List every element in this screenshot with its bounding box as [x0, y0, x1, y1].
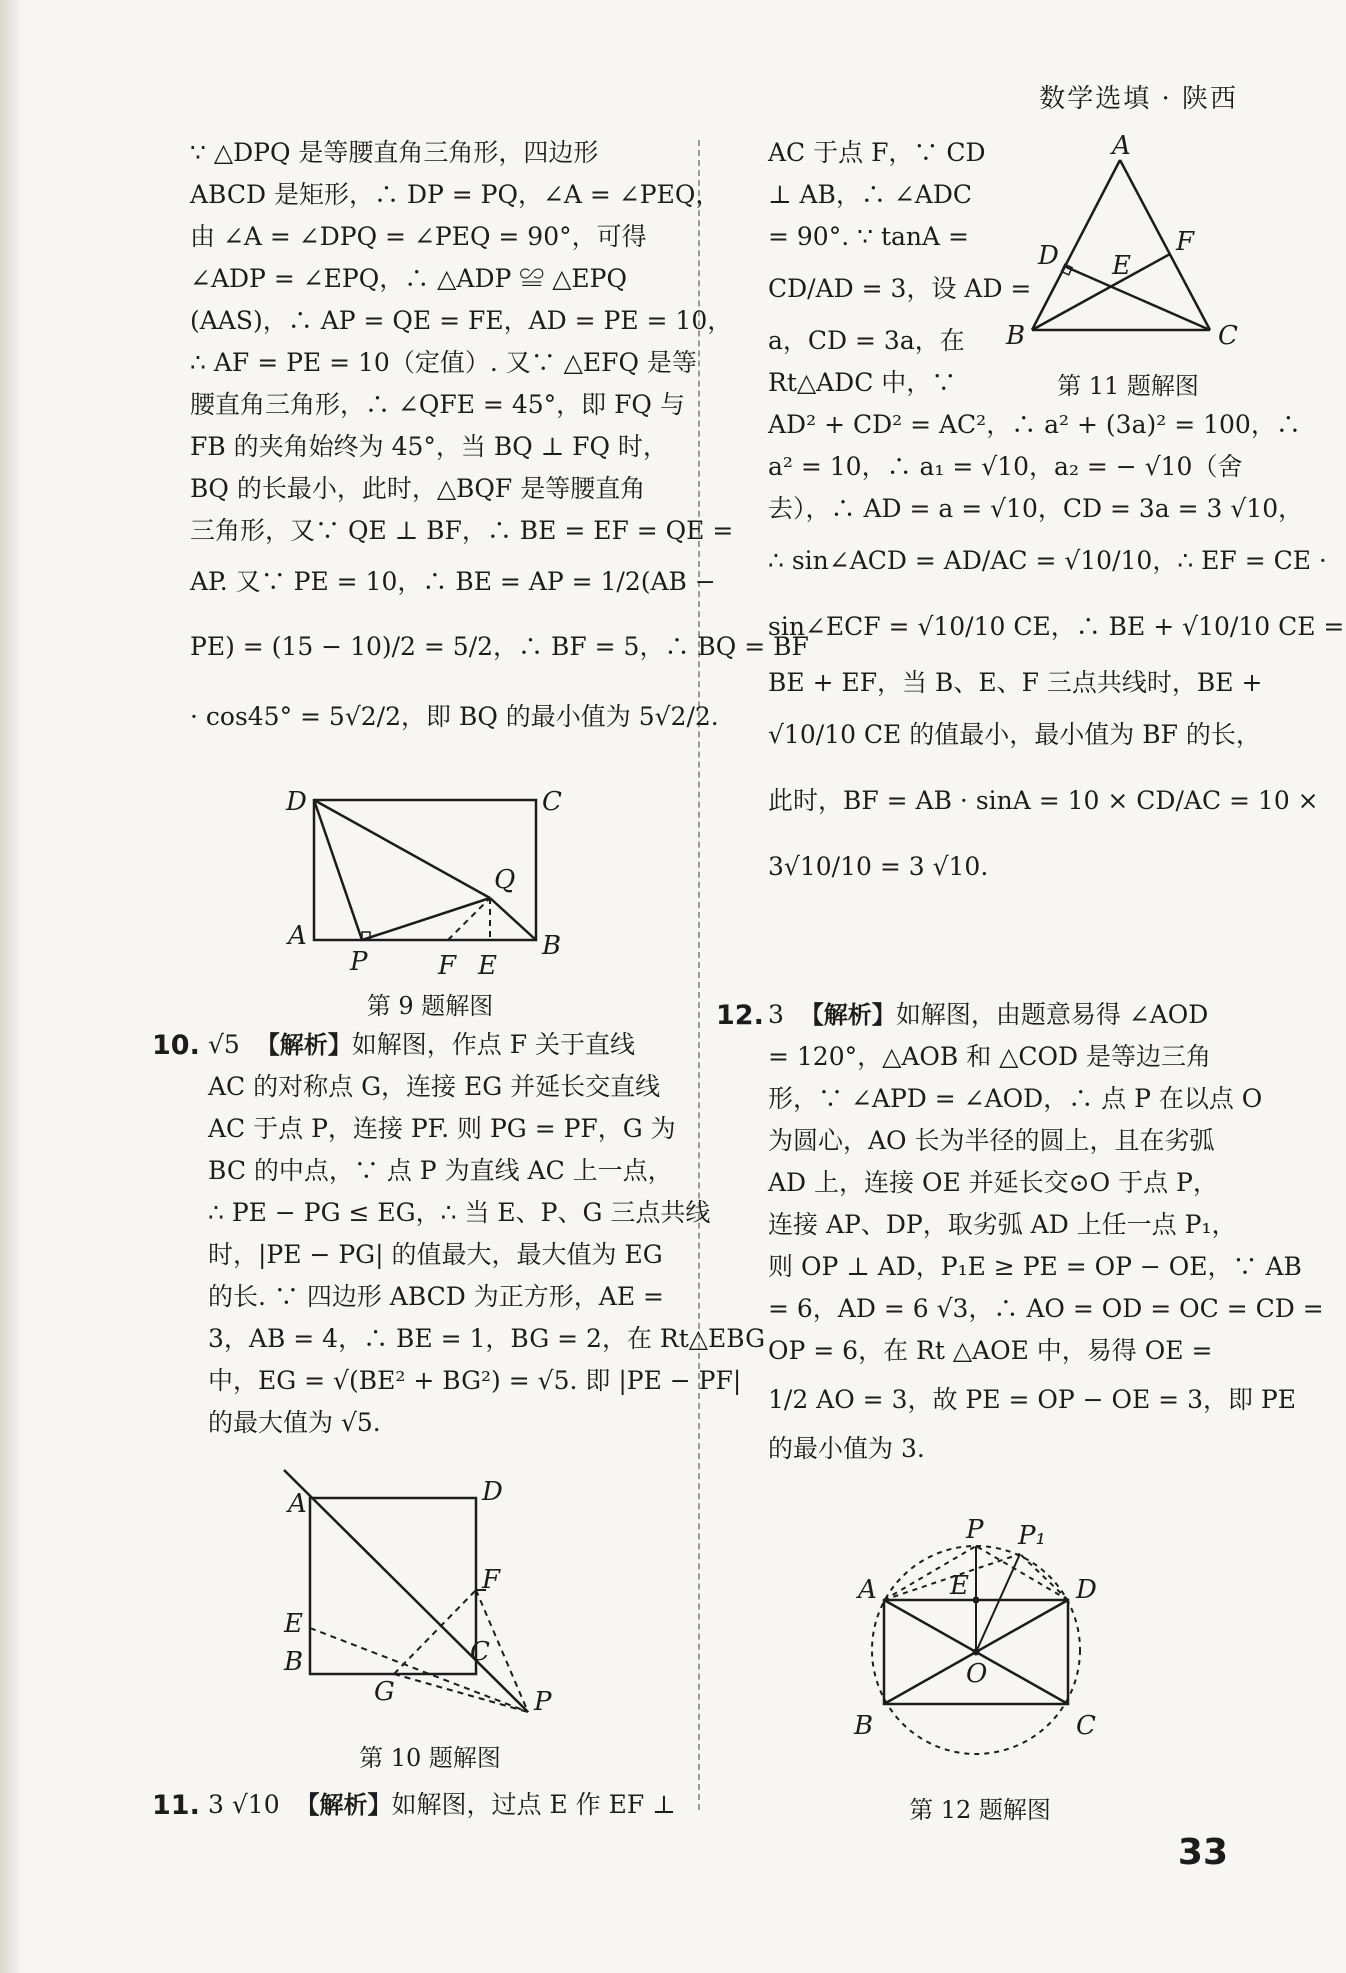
- q11-label-C: C: [1218, 321, 1238, 351]
- q11-line: CD/AD = 3，设 AD =: [768, 274, 1032, 303]
- q12-number: 12.: [716, 1000, 764, 1031]
- q11-line: sin∠ECF = √10/10 CE，∴ BE + √10/10 CE =: [768, 612, 1345, 641]
- q12-line: AD 上，连接 OE 并延长交⊙O 于点 P，: [768, 1168, 1218, 1197]
- q11-line: AD² + CD² = AC²，∴ a² + (3a)² = 100，∴: [768, 410, 1301, 439]
- q11-label-B: B: [1006, 321, 1026, 351]
- q11-line: Rt△ADC 中，∵: [768, 368, 957, 397]
- left-column: [190, 132, 809, 752]
- q11-answer: 3 √10: [208, 1790, 280, 1819]
- q11-label-F: F: [1176, 227, 1195, 257]
- q12-line: 的最小值为 3.: [768, 1434, 925, 1463]
- q12-line: = 120°，△AOB 和 △COD 是等边三角: [768, 1042, 1211, 1071]
- q11-line: 此时，BF = AB · sinA = 10 × CD/AC = 10 ×: [768, 786, 1319, 815]
- q11-caption: 第 11 题解图: [1057, 372, 1199, 400]
- q12-label-C: C: [1076, 1711, 1096, 1741]
- q10-figure: [270, 1460, 570, 1720]
- q10-number: 10.: [152, 1030, 200, 1061]
- q11-line: = 90°. ∵ tanA =: [768, 222, 969, 251]
- page-header: 数学选填 · 陕西: [1039, 84, 1238, 114]
- q11-line: 3√10/10 = 3 √10.: [768, 852, 989, 881]
- q10-line: 如解图，作点 F 关于直线: [351, 1030, 635, 1059]
- q11-line: a，CD = 3a，在: [768, 326, 965, 355]
- q9-label-A: A: [288, 921, 307, 951]
- q12-line: 连接 AP、DP，取劣弧 AD 上任一点 P₁，: [768, 1210, 1237, 1239]
- q10-line: AC 的对称点 G，连接 EG 并延长交直线: [208, 1072, 661, 1101]
- q12-line: 如解图，由题意易得 ∠AOD: [895, 1000, 1209, 1029]
- q12-line: 则 OP ⊥ AD，P₁E ≥ PE = OP − OE，∵ AB: [768, 1252, 1302, 1281]
- q10-label-B: B: [284, 1647, 304, 1677]
- q10-label-C: C: [470, 1637, 490, 1667]
- q12-line: OP = 6，在 Rt △AOE 中，易得 OE =: [768, 1336, 1213, 1365]
- q9-caption: 第 9 题解图: [366, 992, 494, 1020]
- q11-label-D: D: [1038, 241, 1059, 271]
- q10-line: 中，EG = √(BE² + BG²) = √5. 即 |PE − PF|: [208, 1366, 742, 1395]
- q9-line: ABCD 是矩形，∴ DP = PQ，∠A = ∠PEQ，: [190, 180, 721, 209]
- q9-line: ∵ △DPQ 是等腰直角三角形，四边形: [190, 138, 599, 167]
- q10-line: BC 的中点，∵ 点 P 为直线 AC 上一点，: [208, 1156, 673, 1185]
- q10-line: 的长. ∵ 四边形 ABCD 为正方形，AE =: [208, 1282, 664, 1311]
- q11-line: √10/10 CE 的值最小，最小值为 BF 的长，: [768, 720, 1261, 749]
- q12-label-A: A: [858, 1575, 877, 1605]
- q12-line: 为圆心，AO 长为半径的圆上，且在劣弧: [768, 1126, 1215, 1155]
- q12-label-P: P: [966, 1515, 984, 1545]
- q9-solution: [190, 132, 809, 752]
- q11-label-A: A: [1112, 131, 1131, 161]
- q11-number: 11.: [152, 1790, 200, 1821]
- q9-line: · cos45° = 5√2/2，即 BQ 的最小值为 5√2/2.: [190, 702, 719, 731]
- q9-label-D: D: [286, 787, 307, 817]
- q9-figure: [280, 780, 580, 980]
- q10-line: 时，|PE − PG| 的值最大，最大值为 EG: [208, 1240, 663, 1269]
- q12-tag: 【解析】: [799, 1001, 896, 1029]
- q10-line: ∴ PE − PG ≤ EG，∴ 当 E、P、G 三点共线: [208, 1198, 711, 1227]
- q11-first-line: 如解图，过点 E 作 EF ⊥: [391, 1790, 676, 1819]
- q9-line: 由 ∠A = ∠DPQ = ∠PEQ = 90°，可得: [190, 222, 647, 251]
- q10-label-A: A: [288, 1489, 307, 1519]
- q9-line: FB 的夹角始终为 45°，当 BQ ⊥ FQ 时，: [190, 432, 668, 461]
- q11-figure: [1000, 130, 1250, 360]
- q9-label-B: B: [542, 931, 562, 961]
- q12-caption: 第 12 题解图: [909, 1796, 1051, 1824]
- q10-label-E: E: [284, 1609, 303, 1639]
- q9-line: AP. 又∵ PE = 10，∴ BE = AP = 1/2(AB −: [190, 567, 716, 596]
- q9-line: ∴ AF = PE = 10（定值）. 又∵ △EFQ 是等: [190, 348, 697, 377]
- q9-line: BQ 的长最小，此时，△BQF 是等腰直角: [190, 474, 646, 503]
- q9-label-Q: Q: [494, 865, 516, 895]
- q12-line: = 6，AD = 6 √3，∴ AO = OD = OC = CD =: [768, 1294, 1324, 1323]
- q10-solution: [208, 1024, 766, 1444]
- q9-line: (AAS)，∴ AP = QE = FE，AD = PE = 10，: [190, 306, 733, 335]
- q12-label-E: E: [950, 1571, 969, 1601]
- q12-label-D: D: [1076, 1575, 1097, 1605]
- q10-line: 3，AB = 4，∴ BE = 1，BG = 2，在 Rt△EBG: [208, 1324, 766, 1353]
- q12-label-P1: P₁: [1018, 1521, 1046, 1551]
- q9-label-P: P: [350, 947, 368, 977]
- q12-label-B: B: [854, 1711, 874, 1741]
- q11-line: 去），∴ AD = a = √10，CD = 3a = 3 √10，: [768, 494, 1304, 523]
- q10-label-P: P: [534, 1687, 552, 1717]
- q11-line: ∴ sin∠ACD = AD/AC = √10/10，∴ EF = CE ·: [768, 546, 1327, 575]
- q11-line: a² = 10，∴ a₁ = √10，a₂ = − √10（舍: [768, 452, 1243, 481]
- page-edge-shadow: [0, 0, 22, 1973]
- q11-solution-narrow: [768, 132, 1032, 404]
- q9-line: 三角形，又∵ QE ⊥ BF，∴ BE = EF = QE =: [190, 516, 734, 545]
- q12-line: 1/2 AO = 3，故 PE = OP − OE = 3，即 PE: [768, 1385, 1297, 1414]
- q10-line: AC 于点 P，连接 PF. 则 PG = PF，G 为: [208, 1114, 676, 1143]
- page-number: 33: [1177, 1832, 1228, 1873]
- q10-tag: 【解析】: [255, 1031, 352, 1059]
- q11-line: AC 于点 F，∵ CD: [768, 138, 986, 167]
- q9-line: ∠ADP = ∠EPQ，∴ △ADP ≌ △EPQ: [190, 264, 627, 293]
- q12-label-O: O: [966, 1659, 988, 1689]
- q12-solution: [768, 994, 1324, 1470]
- q9-line: 腰直角三角形，∴ ∠QFE = 45°，即 FQ 与: [190, 390, 685, 419]
- q12-figure: [850, 1510, 1120, 1770]
- q11-tag: 【解析】: [295, 1791, 392, 1819]
- q12-answer: 3: [768, 1000, 784, 1029]
- q9-label-E: E: [478, 951, 497, 980]
- q10-line: 的最大值为 √5.: [208, 1408, 381, 1437]
- q11-line: ⊥ AB，∴ ∠ADC: [768, 180, 973, 209]
- q12-line: 形，∵ ∠APD = ∠AOD，∴ 点 P 在以点 O: [768, 1084, 1263, 1113]
- q10-label-F: F: [482, 1565, 501, 1595]
- q11-line: BE + EF，当 B、E、F 三点共线时，BE +: [768, 668, 1263, 697]
- q9-line: PE) = (15 − 10)/2 = 5/2，∴ BF = 5，∴ BQ = BF: [190, 632, 809, 661]
- q10-caption: 第 10 题解图: [359, 1744, 501, 1772]
- q10-label-G: G: [374, 1677, 395, 1707]
- column-divider: [698, 140, 700, 1810]
- q11-label-E: E: [1112, 251, 1131, 281]
- q10-label-D: D: [482, 1477, 503, 1507]
- q9-label-F: F: [438, 951, 457, 980]
- q10-answer: √5: [208, 1030, 240, 1059]
- q9-label-C: C: [542, 787, 562, 817]
